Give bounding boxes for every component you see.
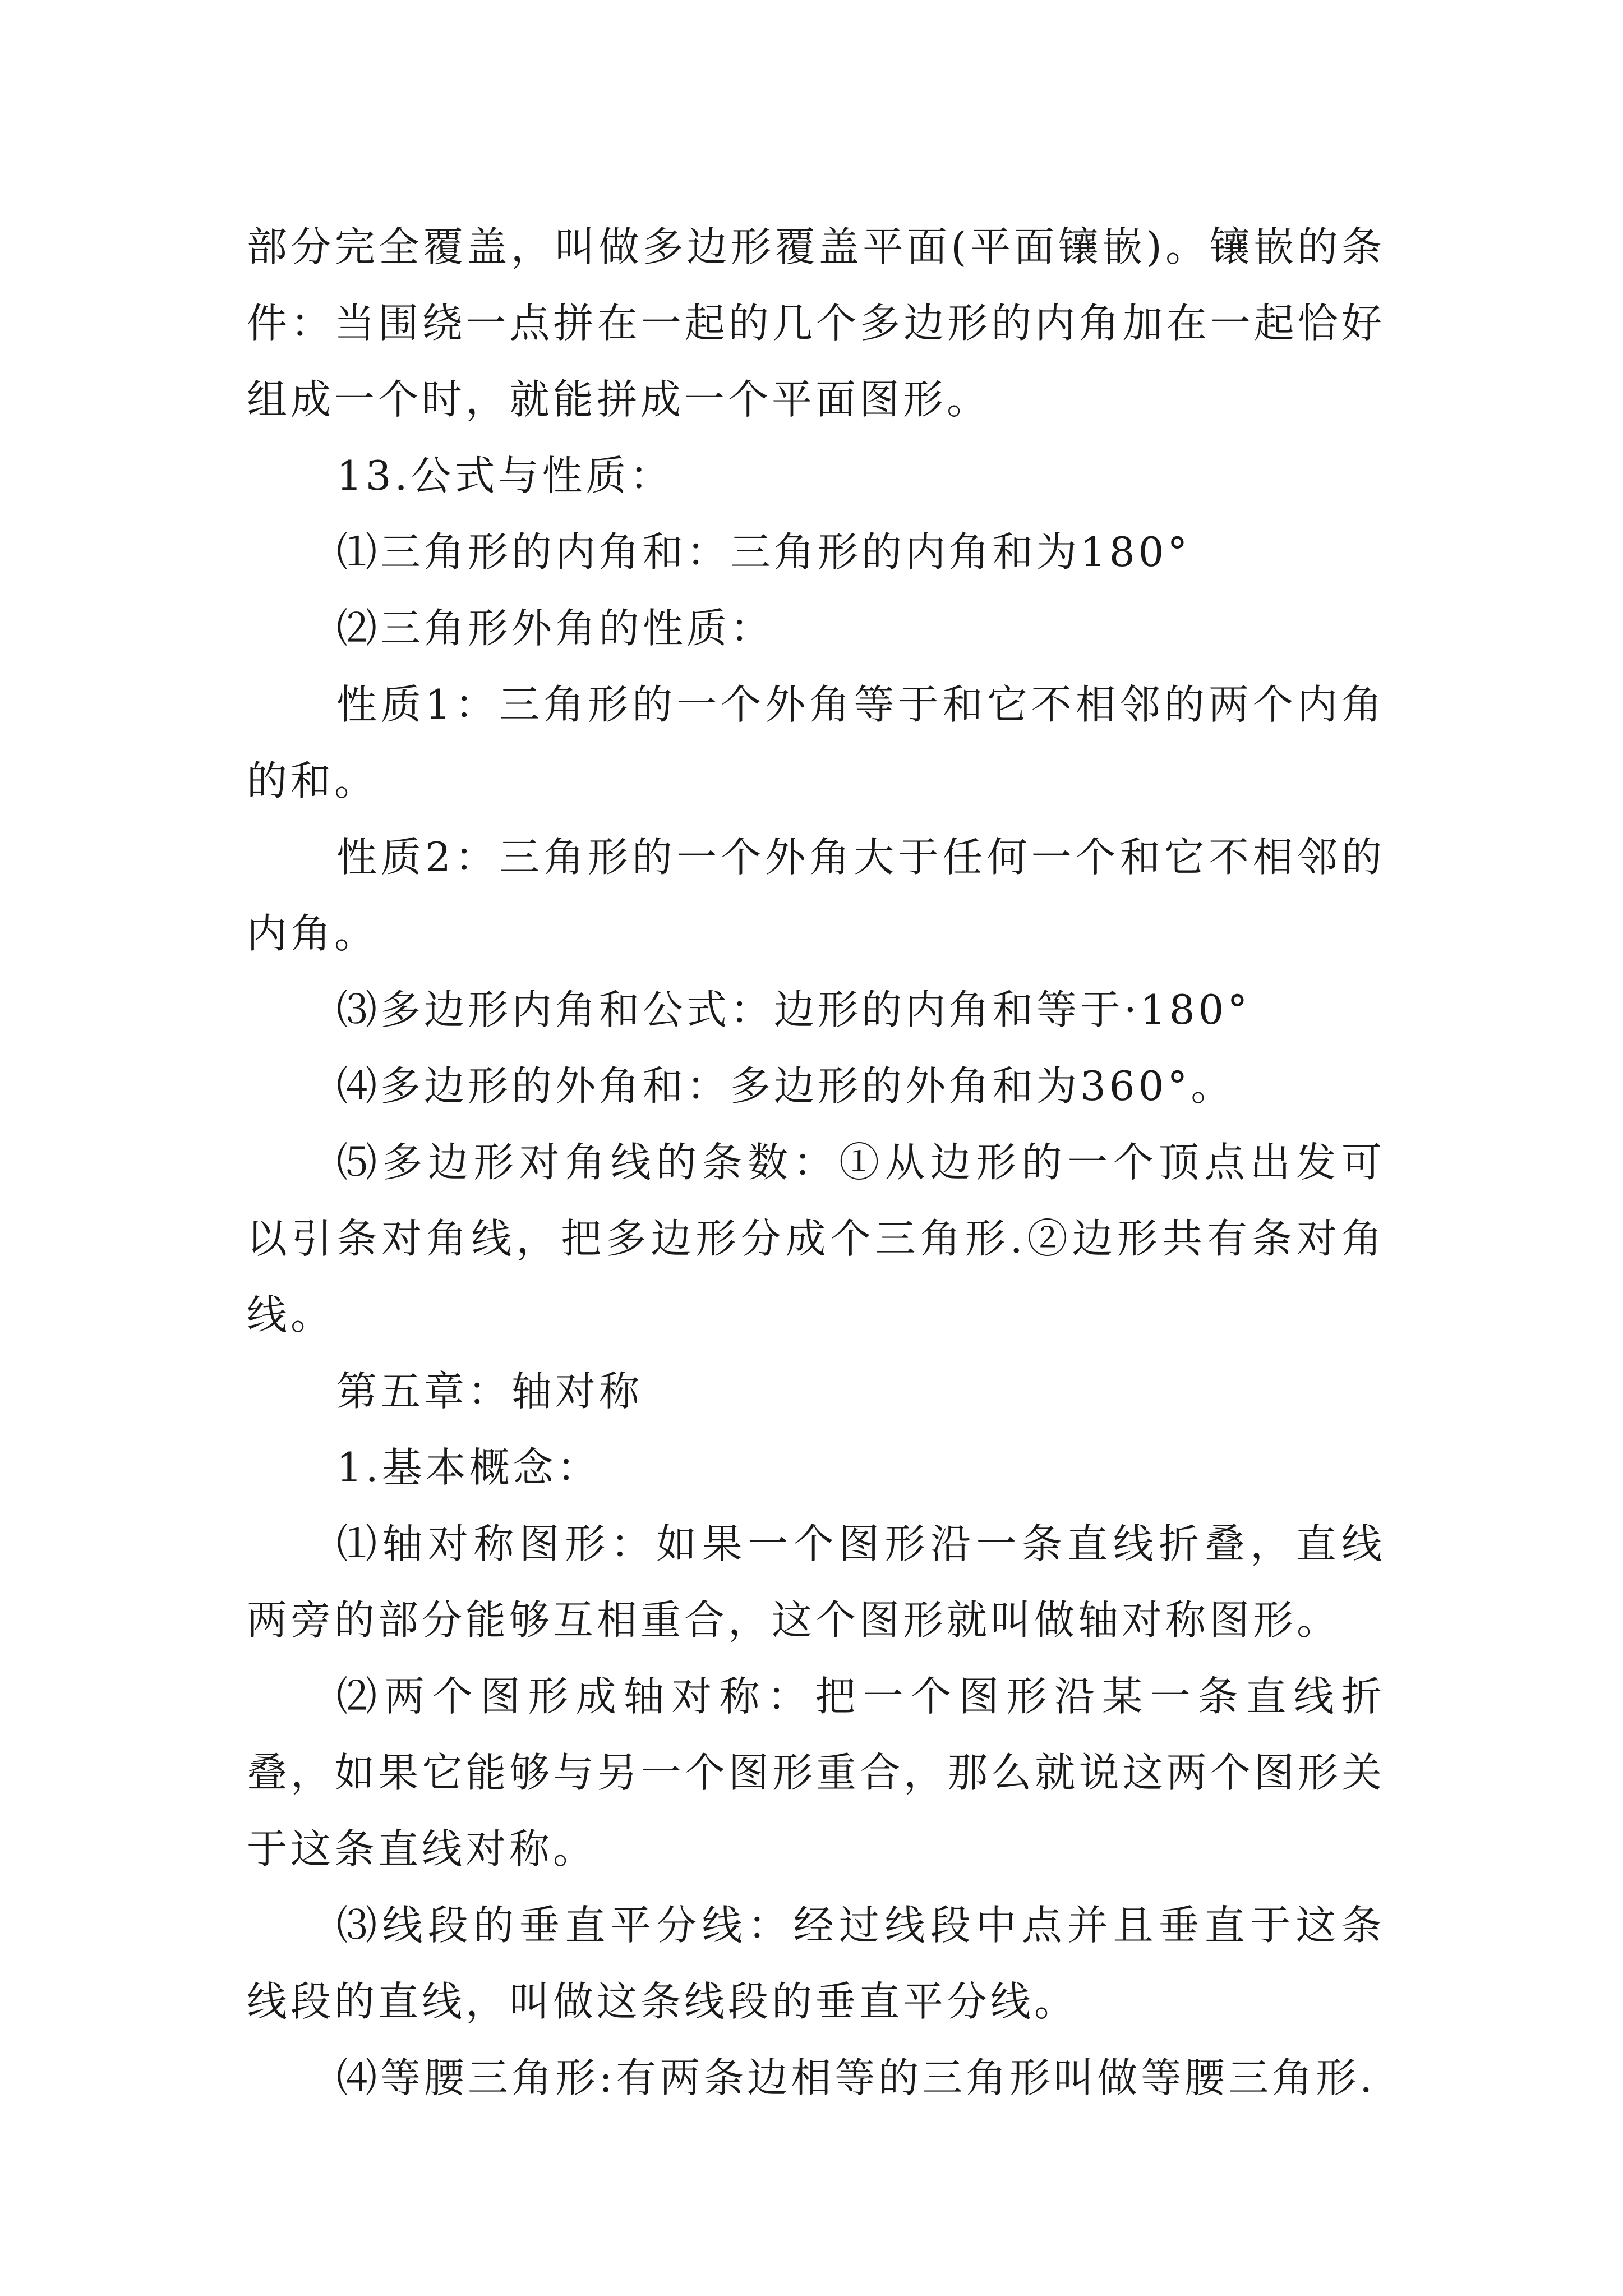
item-perpendicular-bisector: ⑶线段的垂直平分线：经过线段中点并且垂直于这条线段的直线，叫做这条线段的垂直平分线。 [247,1902,1385,2025]
chapter-heading: 第五章：轴对称 [336,1368,643,1415]
item-two-figures-axisymmetric: ⑵两个图形成轴对称：把一个图形沿某一条直线折叠，如果它能够与另一个图形重合，那么就说这两个图形关于这条直线对称。 [247,1673,1385,1872]
item-exterior-angle-properties: ⑵三角形外角的性质： [336,605,774,652]
item-polygon-diagonals: ⑸多边形对角线的条数：①从边形的一个顶点出发可以引条对角线，把多边形分成个三角形.②边形共有条对角线。 [247,1139,1385,1338]
property-2: 性质2：三角形的一个外角大于任何一个和它不相邻的内角。 [247,834,1385,957]
item-axisymmetric-figure: ⑴轴对称图形：如果一个图形沿一条直线折叠，直线两旁的部分能够互相重合，这个图形就叫做轴对称图形。 [247,1520,1385,1644]
item-isosceles-triangle: ⑷等腰三角形:有两条边相等的三角形叫做等腰三角形. [336,2054,1376,2101]
item-polygon-interior-angle-formula: ⑶多边形内角和公式：边形的内角和等于·180° [336,986,1251,1033]
property-1: 性质1：三角形的一个外角等于和它不相邻的两个内角的和。 [247,681,1385,804]
heading-formulas-and-properties: 13.公式与性质： [336,452,674,499]
item-polygon-exterior-angle-sum: ⑷多边形的外角和：多边形的外角和为360°。 [336,1062,1235,1110]
body-text [247,209,1385,2116]
paragraph-tiling-condition: 部分完全覆盖，叫做多边形覆盖平面(平面镶嵌)。镶嵌的条件：当围绕一点拼在一起的几个多边形的内角加在一起恰好组成一个时，就能拼成一个平面图形。 [247,223,1385,423]
heading-basic-concepts: 1.基本概念： [336,1444,601,1491]
item-triangle-interior-angle-sum: ⑴三角形的内角和：三角形的内角和为180° [336,528,1191,576]
